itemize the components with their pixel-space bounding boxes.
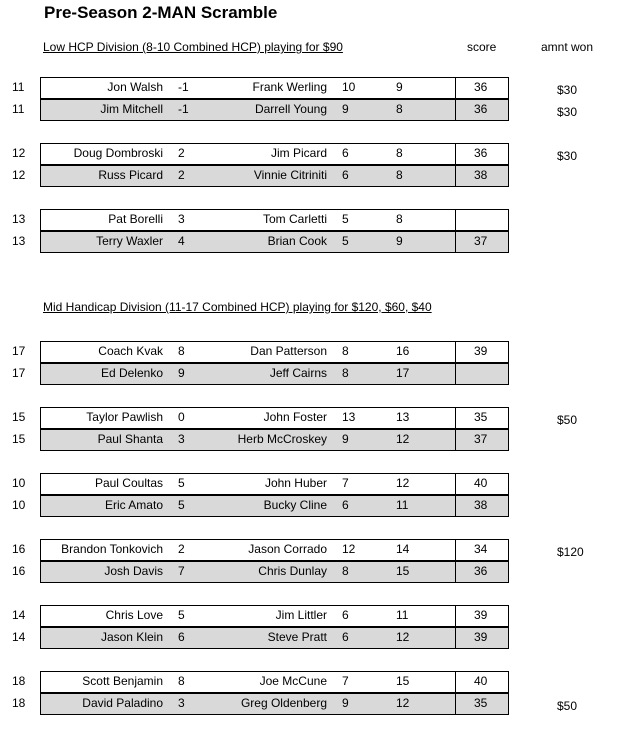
score-divider bbox=[455, 78, 456, 98]
team-score: 39 bbox=[474, 630, 488, 644]
player-two-name: Vinnie Citriniti bbox=[253, 168, 327, 182]
player-two-name: Jim Littler bbox=[275, 608, 327, 622]
combined-handicap: 11 bbox=[396, 498, 409, 512]
table-row bbox=[0, 231, 629, 253]
combined-handicap: 16 bbox=[396, 344, 410, 358]
player-one-handicap: 3 bbox=[178, 696, 185, 710]
score-divider bbox=[455, 100, 456, 120]
table-row bbox=[0, 165, 629, 187]
team-number: 10 bbox=[12, 476, 26, 490]
combined-handicap: 8 bbox=[396, 102, 403, 116]
player-two-handicap: 7 bbox=[342, 674, 349, 688]
player-one-handicap: -1 bbox=[178, 80, 189, 94]
player-one-handicap: 7 bbox=[178, 564, 185, 578]
amount-won: $120 bbox=[557, 545, 584, 559]
player-one-name: Doug Dombroski bbox=[73, 146, 163, 160]
player-two-handicap: 6 bbox=[342, 498, 349, 512]
team-number: 16 bbox=[12, 564, 26, 578]
table-row bbox=[0, 99, 629, 121]
table-row bbox=[0, 495, 629, 517]
player-one-handicap: 2 bbox=[178, 146, 185, 160]
player-one-name: Jim Mitchell bbox=[100, 102, 163, 116]
table-row bbox=[0, 473, 629, 495]
player-two-name: Tom Carletti bbox=[262, 212, 327, 226]
player-two-handicap: 8 bbox=[342, 366, 349, 380]
player-two-name: John Huber bbox=[264, 476, 327, 490]
table-row bbox=[0, 143, 629, 165]
player-two-name: Joe McCune bbox=[259, 674, 327, 688]
player-two-name: Brian Cook bbox=[267, 234, 327, 248]
player-two-handicap: 6 bbox=[342, 168, 349, 182]
player-two-handicap: 6 bbox=[342, 630, 349, 644]
table-row bbox=[0, 77, 629, 99]
player-one-handicap: 2 bbox=[178, 542, 185, 556]
team-score: 36 bbox=[474, 102, 488, 116]
player-one-name: Brandon Tonkovich bbox=[61, 542, 163, 556]
score-divider bbox=[455, 232, 456, 252]
player-two-handicap: 6 bbox=[342, 146, 349, 160]
team-score: 35 bbox=[474, 696, 488, 710]
player-two-name: Jason Corrado bbox=[248, 542, 327, 556]
player-one-handicap: 9 bbox=[178, 366, 185, 380]
player-one-handicap: 5 bbox=[178, 498, 185, 512]
player-one-handicap: 5 bbox=[178, 476, 185, 490]
amount-won-column-header: amnt won bbox=[541, 40, 594, 54]
score-divider bbox=[455, 694, 456, 714]
player-one-handicap: 8 bbox=[178, 344, 185, 358]
score-divider bbox=[455, 166, 456, 186]
player-one-name: Russ Picard bbox=[98, 168, 163, 182]
player-one-name: Jason Klein bbox=[100, 630, 163, 644]
team-number: 10 bbox=[12, 498, 26, 512]
combined-handicap: 8 bbox=[396, 168, 403, 182]
amount-won: $30 bbox=[557, 105, 578, 119]
player-two-name: Greg Oldenberg bbox=[240, 696, 327, 710]
team-score: 34 bbox=[474, 542, 488, 556]
player-one-name: Ed Delenko bbox=[100, 366, 163, 380]
team-score: 37 bbox=[474, 432, 488, 446]
player-two-handicap: 7 bbox=[342, 476, 349, 490]
team-number: 14 bbox=[12, 608, 26, 622]
low-division-header: Low HCP Division (8-10 Combined HCP) playing for $90 bbox=[43, 40, 343, 54]
player-two-handicap: 8 bbox=[342, 344, 349, 358]
table-row bbox=[0, 539, 629, 561]
table-row bbox=[0, 671, 629, 693]
player-one-name: David Paladino bbox=[82, 696, 163, 710]
player-two-handicap: 5 bbox=[342, 234, 349, 248]
team-number: 15 bbox=[12, 432, 26, 446]
score-column-header: score bbox=[467, 40, 497, 54]
team-number: 12 bbox=[12, 168, 26, 182]
player-two-name: Chris Dunlay bbox=[258, 564, 327, 578]
player-two-handicap: 13 bbox=[342, 410, 356, 424]
team-score: 36 bbox=[474, 564, 488, 578]
team-score: 38 bbox=[474, 168, 488, 182]
player-one-handicap: 0 bbox=[178, 410, 185, 424]
combined-handicap: 8 bbox=[396, 212, 403, 226]
player-two-name: Frank Werling bbox=[252, 80, 327, 94]
team-number: 14 bbox=[12, 630, 26, 644]
team-score: 40 bbox=[474, 674, 488, 688]
player-two-handicap: 9 bbox=[342, 432, 349, 446]
score-divider bbox=[455, 144, 456, 164]
team-score: 39 bbox=[474, 344, 488, 358]
player-two-name: Steve Pratt bbox=[267, 630, 327, 644]
player-two-name: Jeff Cairns bbox=[269, 366, 327, 380]
mid-division-header: Mid Handicap Division (11-17 Combined HCP) playing for $120, $60, $40 bbox=[43, 300, 432, 314]
table-row bbox=[0, 693, 629, 715]
page-title: Pre-Season 2-MAN Scramble bbox=[44, 3, 278, 22]
score-divider bbox=[455, 672, 456, 692]
player-two-handicap: 8 bbox=[342, 564, 349, 578]
score-divider bbox=[455, 342, 456, 362]
player-one-name: Paul Shanta bbox=[97, 432, 163, 446]
combined-handicap: 8 bbox=[396, 146, 403, 160]
player-one-name: Scott Benjamin bbox=[82, 674, 163, 688]
combined-handicap: 12 bbox=[396, 432, 410, 446]
table-row bbox=[0, 407, 629, 429]
score-divider bbox=[455, 562, 456, 582]
player-one-name: Taylor Pawlish bbox=[86, 410, 163, 424]
amount-won: $50 bbox=[557, 699, 578, 713]
team-score: 37 bbox=[474, 234, 488, 248]
player-one-handicap: 4 bbox=[178, 234, 185, 248]
player-two-name: John Foster bbox=[263, 410, 327, 424]
player-two-name: Dan Patterson bbox=[250, 344, 327, 358]
team-number: 18 bbox=[12, 674, 26, 688]
player-one-name: Josh Davis bbox=[104, 564, 163, 578]
player-two-handicap: 6 bbox=[342, 608, 349, 622]
combined-handicap: 13 bbox=[396, 410, 410, 424]
amount-won: $30 bbox=[557, 149, 578, 163]
combined-handicap: 15 bbox=[396, 674, 410, 688]
team-score: 36 bbox=[474, 146, 488, 160]
player-one-name: Eric Amato bbox=[104, 498, 163, 512]
combined-handicap: 9 bbox=[396, 234, 403, 248]
player-one-name: Coach Kvak bbox=[98, 344, 163, 358]
table-row bbox=[0, 605, 629, 627]
amount-won: $50 bbox=[557, 413, 578, 427]
team-number: 17 bbox=[12, 344, 26, 358]
player-one-handicap: 3 bbox=[178, 432, 185, 446]
combined-handicap: 12 bbox=[396, 630, 410, 644]
table-row bbox=[0, 561, 629, 583]
team-score: 40 bbox=[474, 476, 488, 490]
team-number: 16 bbox=[12, 542, 26, 556]
combined-handicap: 17 bbox=[396, 366, 410, 380]
player-one-handicap: 3 bbox=[178, 212, 185, 226]
player-two-name: Jim Picard bbox=[270, 146, 327, 160]
score-divider bbox=[455, 210, 456, 230]
combined-handicap: 11 bbox=[396, 608, 409, 622]
team-score: 35 bbox=[474, 410, 488, 424]
player-two-name: Bucky Cline bbox=[263, 498, 327, 512]
team-score: 36 bbox=[474, 80, 488, 94]
table-row bbox=[0, 363, 629, 385]
player-two-handicap: 9 bbox=[342, 102, 349, 116]
team-number: 11 bbox=[12, 102, 25, 116]
table-row bbox=[0, 341, 629, 363]
team-number: 15 bbox=[12, 410, 26, 424]
player-one-name: Jon Walsh bbox=[107, 80, 163, 94]
team-number: 17 bbox=[12, 366, 26, 380]
table-row bbox=[0, 429, 629, 451]
player-one-name: Pat Borelli bbox=[108, 212, 163, 226]
combined-handicap: 9 bbox=[396, 80, 403, 94]
score-divider bbox=[455, 496, 456, 516]
player-two-handicap: 5 bbox=[342, 212, 349, 226]
player-two-handicap: 9 bbox=[342, 696, 349, 710]
score-divider bbox=[455, 474, 456, 494]
table-row bbox=[0, 209, 629, 231]
team-number: 11 bbox=[12, 80, 25, 94]
team-score: 39 bbox=[474, 608, 488, 622]
score-divider bbox=[455, 364, 456, 384]
score-divider bbox=[455, 408, 456, 428]
player-two-name: Darrell Young bbox=[254, 102, 327, 116]
player-one-handicap: 8 bbox=[178, 674, 185, 688]
player-one-handicap: 2 bbox=[178, 168, 185, 182]
player-one-handicap: 6 bbox=[178, 630, 185, 644]
player-two-handicap: 10 bbox=[342, 80, 356, 94]
score-divider bbox=[455, 628, 456, 648]
player-one-handicap: 5 bbox=[178, 608, 185, 622]
player-one-handicap: -1 bbox=[178, 102, 189, 116]
player-two-handicap: 12 bbox=[342, 542, 356, 556]
score-divider bbox=[455, 430, 456, 450]
player-one-name: Chris Love bbox=[105, 608, 163, 622]
team-number: 12 bbox=[12, 146, 26, 160]
combined-handicap: 14 bbox=[396, 542, 410, 556]
team-number: 13 bbox=[12, 212, 26, 226]
player-one-name: Paul Coultas bbox=[94, 476, 163, 490]
score-divider bbox=[455, 540, 456, 560]
combined-handicap: 12 bbox=[396, 696, 410, 710]
team-number: 18 bbox=[12, 696, 26, 710]
player-two-name: Herb McCroskey bbox=[237, 432, 327, 446]
table-row bbox=[0, 627, 629, 649]
amount-won: $30 bbox=[557, 83, 578, 97]
player-one-name: Terry Waxler bbox=[96, 234, 163, 248]
team-score: 38 bbox=[474, 498, 488, 512]
combined-handicap: 15 bbox=[396, 564, 410, 578]
score-divider bbox=[455, 606, 456, 626]
team-number: 13 bbox=[12, 234, 26, 248]
combined-handicap: 12 bbox=[396, 476, 410, 490]
